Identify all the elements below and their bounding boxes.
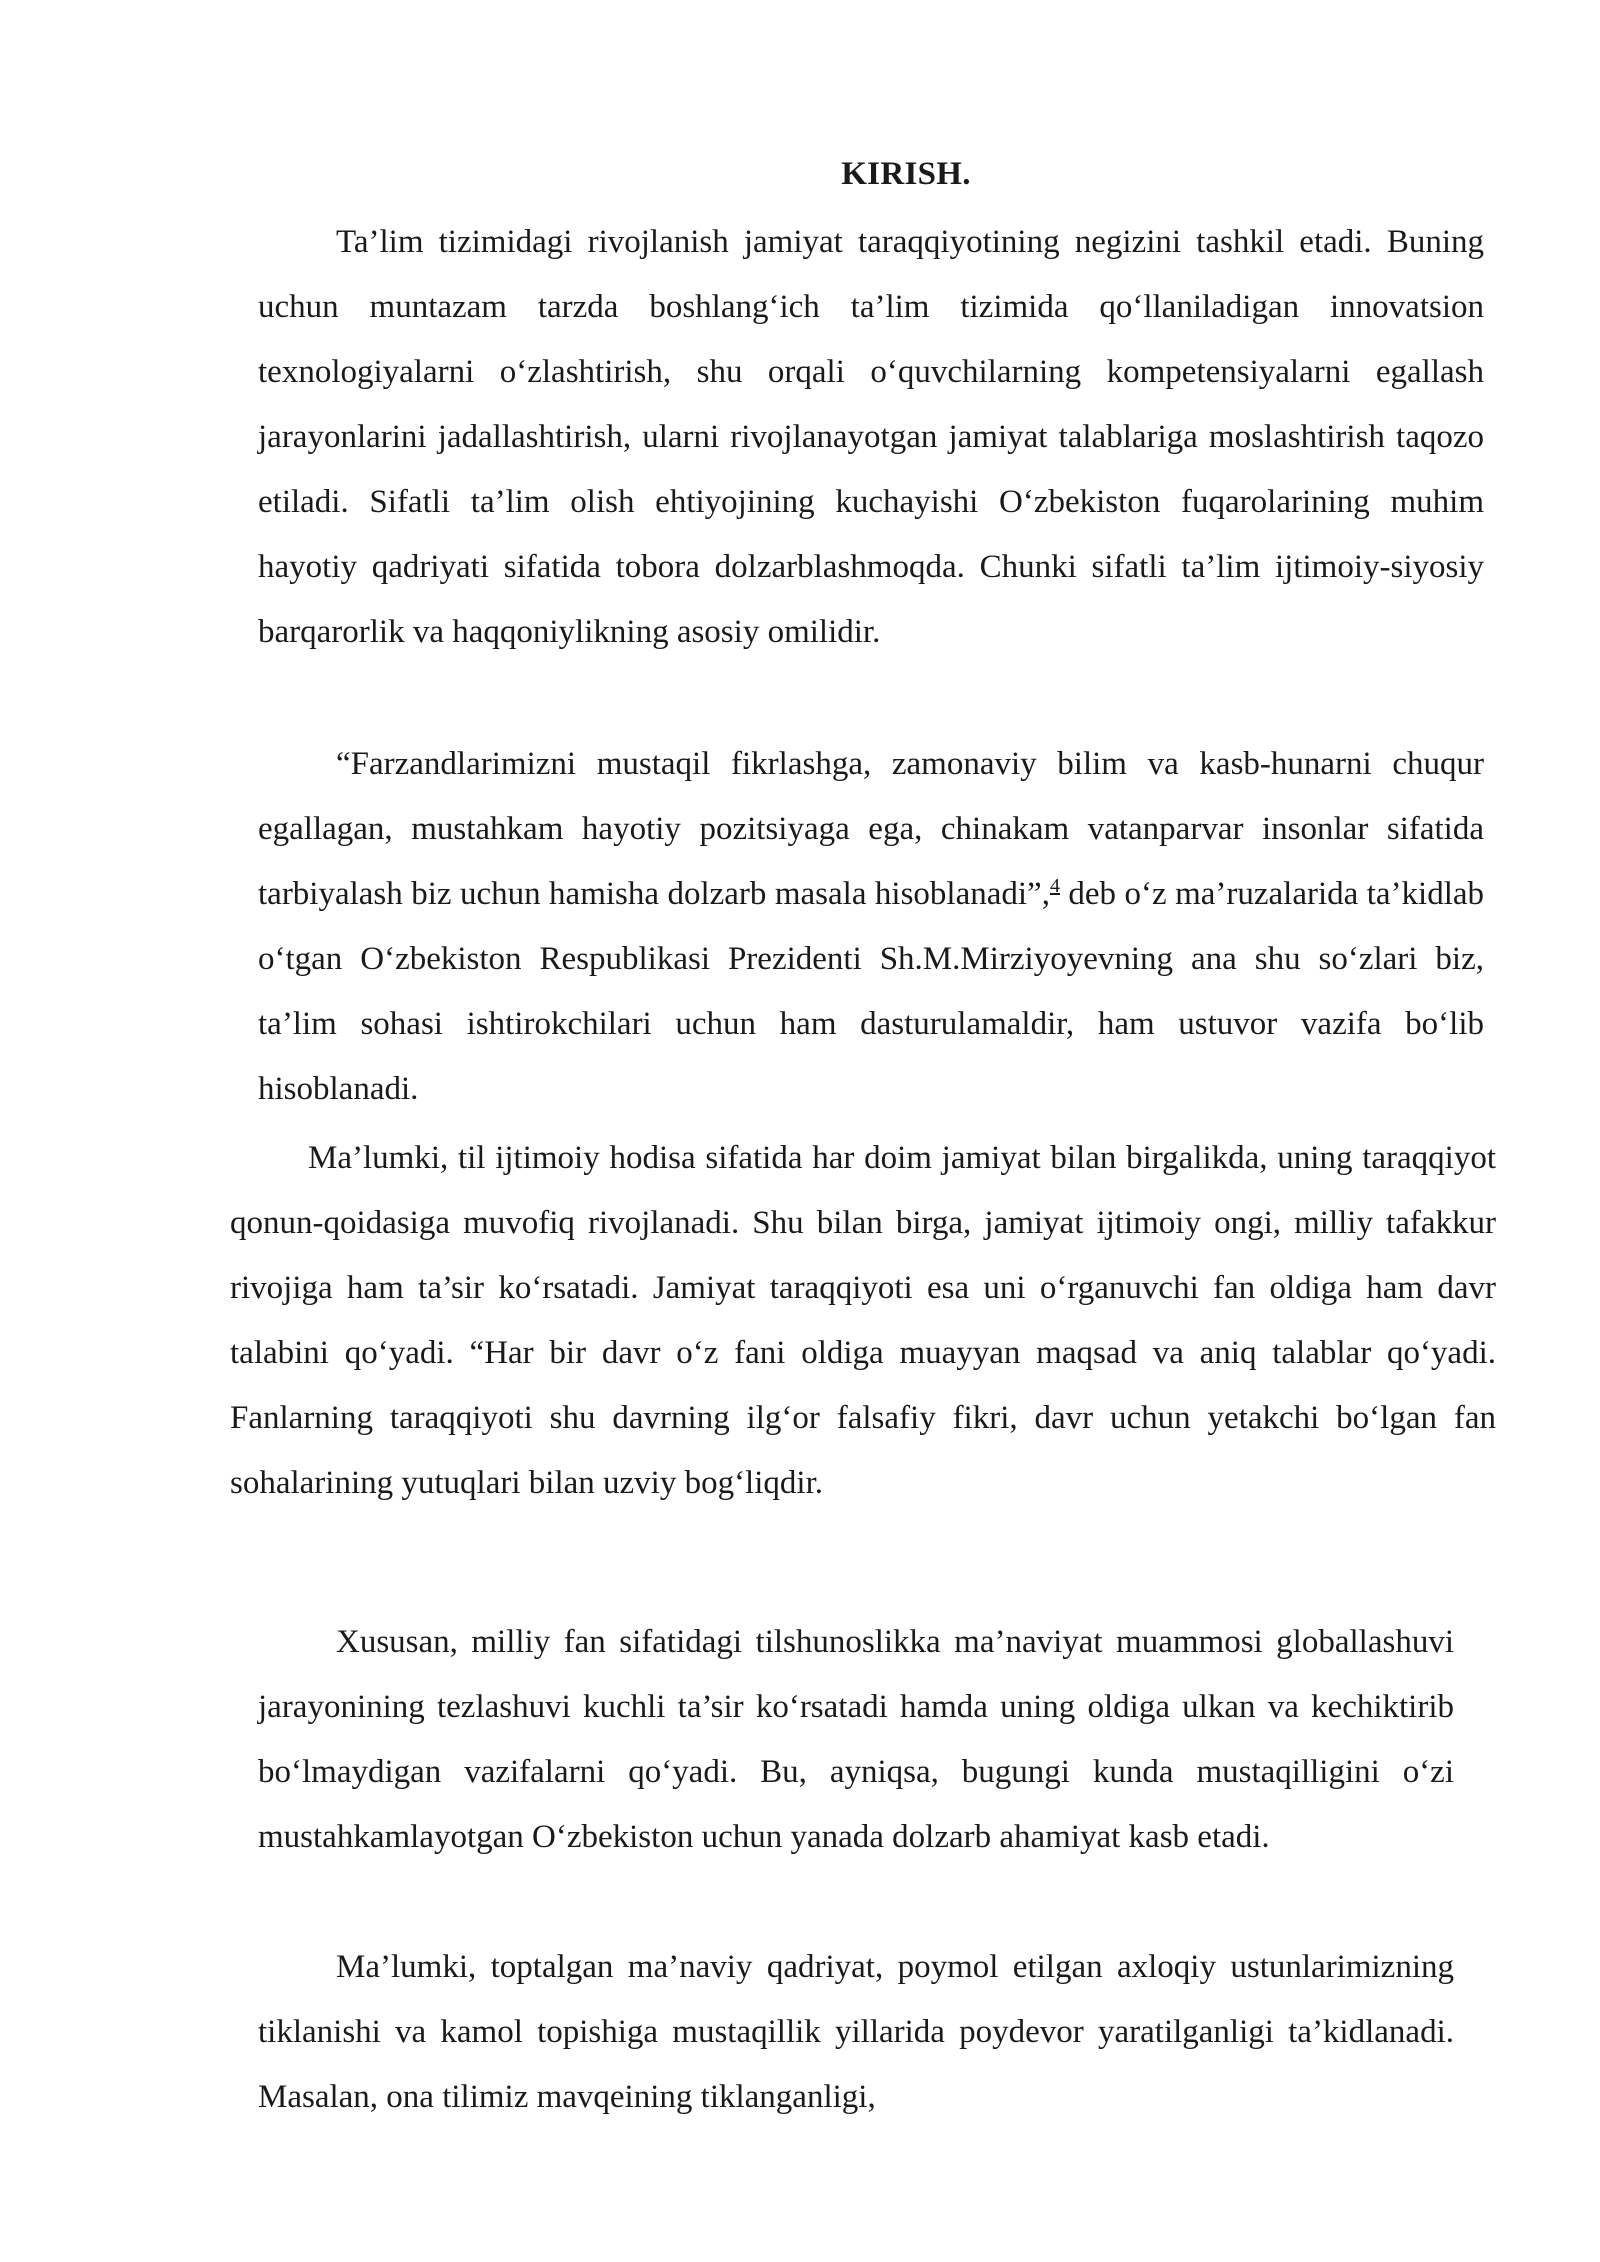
quote-attribution-text: deb o‘z ma’ruzalarida ta’kidlab o‘tgan O‘zbekiston Respublikasi Prezidenti Sh.M.Mirziyoyevning ana shu so‘zlari biz, ta’lim sohasi ishtirokchilari uchun ham dasturulamaldir, ham ustuvor vazifa bo‘lib hisoblanadi.	[258, 876, 1485, 1107]
paragraph-4: Xususan, milliy fan sifatidagi tilshunoslikka ma’naviyat muammosi globallashuvi jarayonining tezlashuvi kuchli ta’sir ko‘rsatadi hamda uning oldiga ulkan va kechiktirib bo‘lmaydigan vazifalarni qo‘yadi. Bu, ayniqsa, bugungi kunda mustaqilligini o‘zi mustahkamlayotgan O‘zbekiston uchun yanada dolzarb ahamiyat kasb etadi.	[258, 1624, 1454, 1855]
footnote-link[interactable]: 4	[1049, 875, 1060, 897]
document-title: KIRISH.	[841, 156, 971, 192]
paragraph-5: Ma’lumki, toptalgan ma’naviy qadriyat, poymol etilgan axloqiy ustunlarimizning tiklanishi va kamol topishiga mustaqillik yillarida poydevor yaratilganligi ta’kidlanadi. Masalan, ona tilimiz mavqeining tiklanganligi,	[258, 1949, 1454, 2115]
paragraph-2-quote	[258, 732, 1484, 1122]
paragraph-1: Ta’lim tizimidagi rivojlanish jamiyat taraqqiyotining negizini tashkil etadi. Buning uchun muntazam tarzda boshlang‘ich ta’lim tizimida qo‘llaniladigan innovatsion texnologiyalarni o‘zlashtirish, shu orqali o‘quvchilarning kompetensiyalarni egallash jarayonlarini jadallashtirish, ularni rivojlanayotgan jamiyat talablariga moslashtirish taqozo etiladi. Sifatli ta’lim olish ehtiyojining kuchayishi O‘zbekiston fuqarolarining muhim hayotiy qadriyati sifatida tobora dolzarblashmoqda. Chunki sifatli ta’lim ijtimoiy-siyosiy barqarorlik va haqqoniylikning asosiy omilidir.	[258, 224, 1484, 650]
paragraph-3: Ma’lumki, til ijtimoiy hodisa sifatida har doim jamiyat bilan birgalikda, uning taraqqiyot qonun-qoidasiga muvofiq rivojlanadi. Shu bilan birga, jamiyat ijtimoiy ongi, milliy tafakkur rivojiga ham ta’sir ko‘rsatadi. Jamiyat taraqqiyoti esa uni o‘rganuvchi fan oldiga ham davr talabini qo‘yadi. “Har bir davr o‘z fani oldiga muayyan maqsad va aniq talablar qo‘yadi. Fanlarning taraqqiyoti shu davrning ilg‘or falsafiy fikri, davr uchun yetakchi bo‘lgan fan sohalarining yutuqlari bilan uzviy bog‘liqdir.	[230, 1140, 1496, 1501]
quote-text: “Farzandlarimizni mustaqil fikrlashga, zamonaviy bilim va kasb-hunarni chuqur egallagan, mustahkam hayotiy pozitsiyaga ega, chinakam vatanparvar insonlar sifatida tarbiyalash biz uchun hamisha dolzarb masala hisoblanadi”,	[258, 746, 1484, 912]
